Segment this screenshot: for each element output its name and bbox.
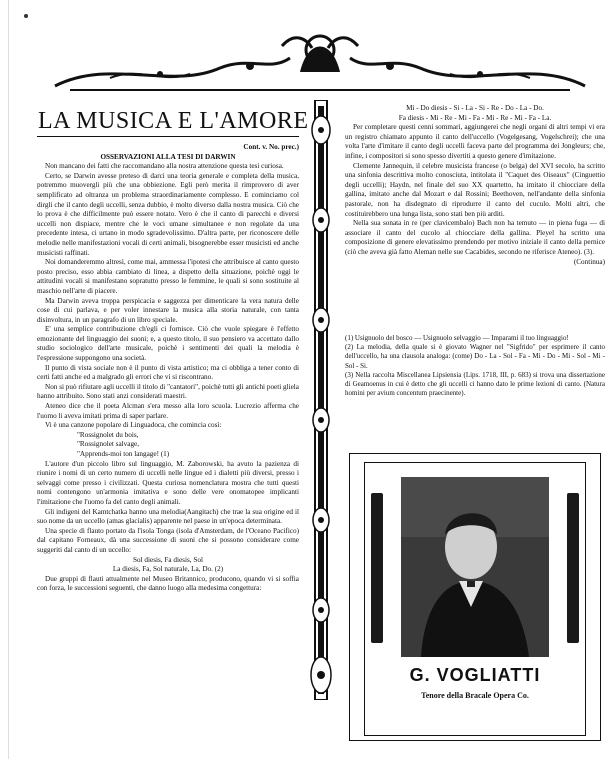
portrait-photo [401, 477, 549, 657]
lyric-line: "Apprends-moi ton langage! (1) [77, 450, 170, 458]
continuation-note: Cont. v. No. prec.) [243, 143, 299, 151]
paragraph: Il punto di vista sociale non è il punto di vista artistico; ma ci obbliga a tener conto di certi fatti anche ed a malgrado gli errori che vi si riscontrano. [37, 363, 299, 382]
paragraph: E' una semplice contribuzione ch'egli ci fornisce. Ciò che vuole spiegare è l'effetto emozionante del linguaggio dei suoni; e, a questo titolo, il suo pensiero va accettato dallo studio sociologico dell'arte musicale, poichè i sentimenti dei quali la melodia è l'espressione suppongono una società. [37, 325, 299, 363]
lyric-line: "Rossignolet salvage, [77, 440, 140, 449]
lyric-line: "Rossignolet du bois, [77, 430, 139, 439]
note-sequence: Fa diesis - Mi - Re - Mi - Fa - Mi - Re - Mi - Fa - La. [398, 113, 552, 122]
paragraph: Non mancano dei fatti che raccomandano alla nostra attenzione questa tesi curiosa. [45, 162, 284, 171]
paragraph: Clemente Jannequin, il celebre musicista francese (o belga) del XVI secolo, ha scritto una sinfonia descrittiva molto conosciuta, intitolata il "Caquet des Oiseaux" (Cinguettio degli uccelli); Haydn, nel finale del suo XX quartetto, ha imitato il chiocciare della gallina, imitato anche dal Mozart e dal Rossini; Beethoven, nell'andante della sinfonia pastorale, non ha disdegnato di riprodurre il canto del cuculo. Molti altri, che costituirebbero una lunga lista, sono stati ben più arditi. [345, 161, 605, 218]
paragraph: Certo, se Darwin avesse preteso di darci una teoria generale e completa della musica, potremmo muovergli più che una obbiezione. Egli però merita il rimprovero di aver semplificato ad oltranza un problema straordinariamente complesso. E cominciamo col dirgli che il canto degli uccelli, senza dubbio, è molto diverso dalla nostra musica. Ciò che lo prova è che difficilmente può essere notato. Vero è che il canto di parecchi e diversi uccelli non dispiace, mentre che le voci umane simultanee e non regolate da una precedente intesa, ci urtano in modo sgradevolissimo. D'altra parte, per riconoscere delle melodie nelle manifestazioni vocali di certi animali, bisognerebbe esser musicisti ed anche musicisti raffinati. [37, 171, 299, 257]
note-sequence: La diesis, Fa, Sol naturale, La, Do. (2) [112, 565, 224, 574]
footnote: (1) Usignuolo del bosco — Usignuolo selvaggio — Imparami il tuo linguaggio! [345, 334, 569, 342]
paragraph: Vi è una canzone popolare di Linguadoca, che comincia così: [45, 421, 222, 430]
continua-label: (Continua) [573, 257, 605, 266]
title-rule [37, 136, 299, 137]
header-ornament [50, 28, 590, 96]
paragraph: Ma Darwin aveva troppa perspicacia e saggezza per dimenticare la vera natura delle cose di cui parlava, e per voler innestare la musica alla storia naturale, con tanta disinvoltura, in un paragrafo di un libro speciale. [37, 296, 299, 324]
paragraph: Una specie di flauto portato da l'isola Tonga (isola d'Amsterdam, de l'Oceano Pacifico) dal capitano Forneaux, dà una successione di suoni che si possono considerare come suggeriti dal canto di un uccello: [37, 526, 299, 554]
paragraph: L'autore d'un piccolo libro sul linguaggio, M. Zaborowski, ha avuto la pazienza di riunire i nomi di un certo numero di uccelli nelle lingue ed i dialetti più diversi, presso i selvaggi come presso i civilizzati. Questa curiosa nomenclatura mostra che tutti questi nomi contengono un'armonia imitativa e sono delle vere onomatopee implicanti l'imitazione che l'uomo fa del canto degli animali. [37, 459, 299, 506]
paragraph: Per completare questi cenni sommari, aggiungerei che negli organi di altri tempi vi era un registro chiamato appunto il canto dell'uccello (Vogelgesang, Vogelschrei); che una volta l'arte d'imitare il canto degli uccelli faceva parte del programma dei Jongleurs; che, infine, i compositori si sono spesso divertiti a questo genere d'imitazione. [345, 123, 605, 160]
portrait-silhouette [401, 477, 549, 657]
frame-side-ornament [371, 493, 383, 643]
paragraph: Non si può rifiutare agli uccelli il titolo di "cantatori", poichè tutti gli antichi poeti gliela hanno attribuito. Sono stati anzi considerati maestri. [37, 382, 299, 401]
page-edge-shadow [8, 0, 9, 759]
footnote: (2) La melodia, della quale si è giovato Wagner nel "Sigfrido" per esprimere il canto dell'uccello, ha una clausola analoga: (come) Do - La - Sol - Fa - Mi - Do - Mi - Sol - Mi - Sol - Si. [345, 343, 605, 370]
right-column [345, 104, 605, 267]
note-sequence: Sol diesis, Fa diesis, Sol [133, 555, 203, 564]
magazine-page [15, 0, 605, 759]
paragraph: Gli indigeni del Kamtchatka hanno una melodia(Aangitach) che trae la sua origine ed il suo nome da un uccello (amas glacialis) apparente nel paese in un'epoca determinata. [37, 507, 299, 526]
paragraph: Ateneo dice che il poeta Alcman s'era messo alla loro scuola. Lucrezio afferma che l'uomo li aveva imitati prima di saper parlare. [37, 402, 299, 420]
paragraph: Nella sua sonata in re (per clavicembalo) Bach non ha temuto — in piena fuga — di associare il canto del cucolo al chiocciare della gallina. Pleyel ha scritto una composizione di genere elevatissimo prendendo per motivo iniziale il canto della pernice (ciò che aveva già fatto Aleman nelle sue Cacabides, secondo ne riferisce Ateneo). (3). [345, 219, 605, 256]
paragraph: Noi domanderemmo altresì, come mai, ammessa l'ipotesi che attribuisce al canto questo posto preciso, esso abbia cambiato di linea, a dispetto della situazione, poichè oggi le attitudini vocali si manifestano sopratutto presso le femmine, le quali si sono sostituite al maschio nell'arte di piacere. [37, 258, 299, 295]
note-sequence: Mi - Do diesis - Si - La - Si - Re - Do - La - Do. [406, 104, 544, 112]
portrait-inner-border [364, 462, 586, 736]
paragraph: Due gruppi di flauti attualmente nel Museo Britannico, producono, quando vi si soffia con forza, le successioni seguenti, che danno luogo alla medesima congettura: [37, 574, 299, 593]
article-title: LA MUSICA E L'AMORE [38, 108, 309, 134]
portrait-frame [349, 453, 601, 741]
column-divider-ornament [305, 100, 337, 700]
portrait-name: G. VOGLIATTI [409, 665, 541, 685]
frame-side-ornament [567, 493, 579, 643]
footnote: (3) Nella raccolta Miscellanea Lipsiensia (Lips. 1718, III, p. 683) si trova una dissertazione di Geamoenus in cui è detto che gli uccelli ci hanno dato le prime lezioni di canto. (Natura homini per avium concentum praecinente). [345, 370, 605, 398]
section-subhead: OSSERVAZIONI ALLA TESI DI DARWIN [100, 152, 236, 161]
portrait-subtitle: Tenore della Bracale Opera Co. [421, 691, 529, 700]
footnotes [345, 334, 605, 398]
left-column [37, 142, 299, 594]
